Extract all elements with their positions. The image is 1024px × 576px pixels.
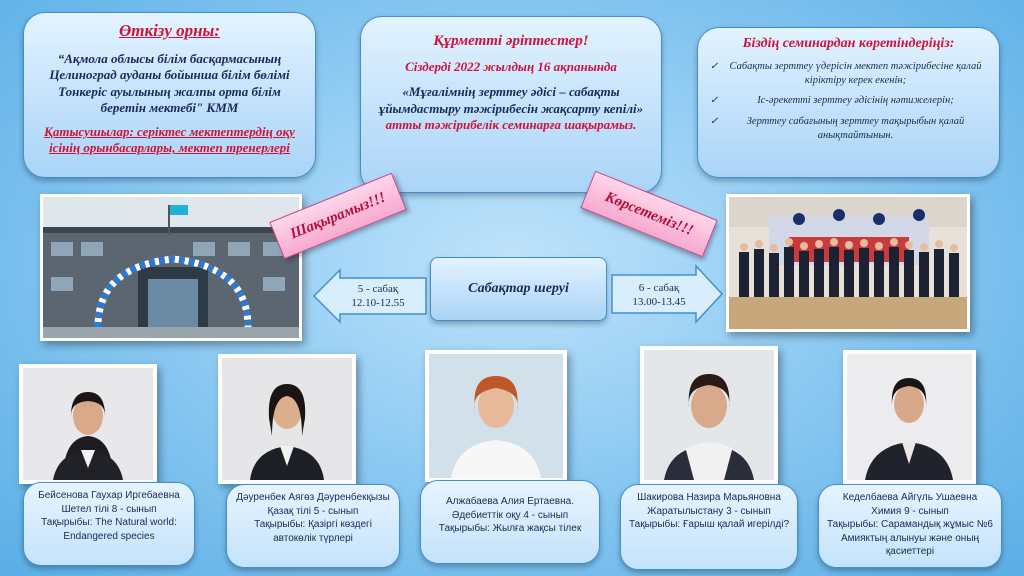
teacher-card bbox=[420, 480, 600, 564]
teacher-subject: Жаратылыстану 3 - сынып bbox=[647, 505, 771, 517]
lessons-parade-title: Сабақтар шеруі bbox=[468, 281, 569, 296]
agenda-item bbox=[710, 94, 987, 108]
invitation-date: Сіздерді 2022 жылдың 16 ақпанында bbox=[405, 59, 617, 74]
teacher-card bbox=[226, 484, 400, 568]
right-lesson-time: 13.00-13.45 bbox=[632, 296, 686, 309]
agenda-item bbox=[710, 115, 987, 142]
right-lesson-number: 6 - сабақ bbox=[638, 282, 680, 294]
teacher-card bbox=[620, 484, 798, 570]
teacher-photo bbox=[425, 350, 567, 482]
group-photo bbox=[726, 194, 970, 332]
teacher-name: Кеделбаева Айгүль Ушаевна bbox=[842, 492, 978, 503]
teacher-card bbox=[23, 482, 195, 566]
seminar-topic: «Мұғалімнің зерттеу әдісі – сабақты ұйымдастыру тәжірибесін жақсарту кепілі» bbox=[378, 84, 644, 116]
venue-box bbox=[23, 12, 316, 178]
lessons-parade-box bbox=[430, 257, 607, 321]
teacher-photo bbox=[843, 350, 976, 484]
teacher-portrait bbox=[23, 368, 153, 480]
teacher-portrait bbox=[222, 358, 352, 480]
teacher-name: Бейсенова Гаухар Иргебаевна bbox=[38, 490, 180, 501]
teacher-subject: Әдебиеттік оқу 4 - сынып bbox=[451, 509, 569, 521]
school-building-image bbox=[43, 197, 299, 338]
teacher-topic: Тақырыбы: The Natural world: Endangered species bbox=[41, 517, 177, 542]
teacher-photo bbox=[19, 364, 157, 484]
venue-heading: Өткізу орны: bbox=[118, 21, 221, 40]
agenda-item-text: Іс-әрекетті зерттеу әдісінің нәтижелерін; bbox=[757, 95, 954, 107]
participants-text: Қатысушылар: серіктес мектептердің оқу ісінің орынбасарлары, мектеп тренерлері bbox=[44, 124, 295, 156]
invitation-closing: атты тәжірибелік семинарға шақырамыз. bbox=[385, 117, 637, 133]
teacher-photo bbox=[640, 346, 778, 484]
check-icon: ✓ bbox=[710, 95, 719, 107]
teacher-card bbox=[818, 484, 1002, 568]
agenda-item-text: Сабақты зерттеу үдерісін мектеп тәжірибесіне қалай кіріктіру керек екенін; bbox=[729, 61, 982, 86]
teacher-name: Шакирова Назира Марьяновна bbox=[637, 492, 781, 503]
agenda-heading: Біздің семинардан көретіндеріңіз: bbox=[742, 36, 955, 51]
teacher-subject: Шетел тілі 8 - сынып bbox=[61, 503, 157, 515]
left-lesson-time: 12.10-12.55 bbox=[351, 297, 405, 310]
school-building-photo bbox=[40, 194, 302, 341]
invitation-box bbox=[360, 16, 662, 193]
teacher-subject: Химия 9 - сынып bbox=[871, 505, 949, 517]
teacher-topic: Тақырыбы: Сарамандық жұмыс №6 Амияктың алынуы және оның қасиеттері bbox=[827, 519, 993, 557]
check-icon: ✓ bbox=[710, 61, 719, 72]
agenda-box bbox=[697, 27, 1000, 178]
teacher-name: Алжабаева Алия Ертаевна. bbox=[446, 496, 574, 507]
teacher-portrait bbox=[847, 354, 972, 480]
check-icon: ✓ bbox=[710, 115, 719, 127]
teacher-name: Дәуренбек Аягөз Дәуренбекқызы bbox=[236, 492, 390, 503]
group-photo-image bbox=[729, 197, 967, 329]
teacher-portrait bbox=[644, 350, 774, 480]
venue-text: “Ақмола облысы білім басқармасының Целиноград ауданы бойынша білім бөлімі Тонкеріс ауылының жалпы орта білім беретін мектебі" КММ bbox=[49, 51, 290, 115]
invite-tag: Шақырамыз!!! bbox=[269, 173, 406, 260]
agenda-item bbox=[710, 60, 987, 87]
teacher-portrait bbox=[429, 354, 563, 478]
teacher-topic: Тақырыбы: Ғарыш қалай игерілді? bbox=[628, 519, 790, 530]
teacher-topic: Тақырыбы: Жылға жақсы тілек bbox=[438, 523, 582, 534]
teacher-topic: Тақырыбы: Қазіргі көздегі автокөлік түрлері bbox=[254, 519, 372, 544]
teacher-subject: Қазақ тілі 5 - сынып bbox=[267, 505, 359, 517]
show-tag: Көрсетеміз!!! bbox=[580, 171, 717, 258]
right-lesson-arrow bbox=[610, 264, 724, 324]
invitation-greeting: Құрметті әріптестер! bbox=[433, 33, 589, 49]
agenda-item-text: Зерттеу сабағының зерттеу тақырыбын қалай анықтайтынын. bbox=[746, 115, 965, 141]
left-lesson-arrow bbox=[312, 268, 428, 324]
left-lesson-number: 5 - сабақ bbox=[357, 283, 399, 295]
teacher-photo bbox=[218, 354, 356, 484]
